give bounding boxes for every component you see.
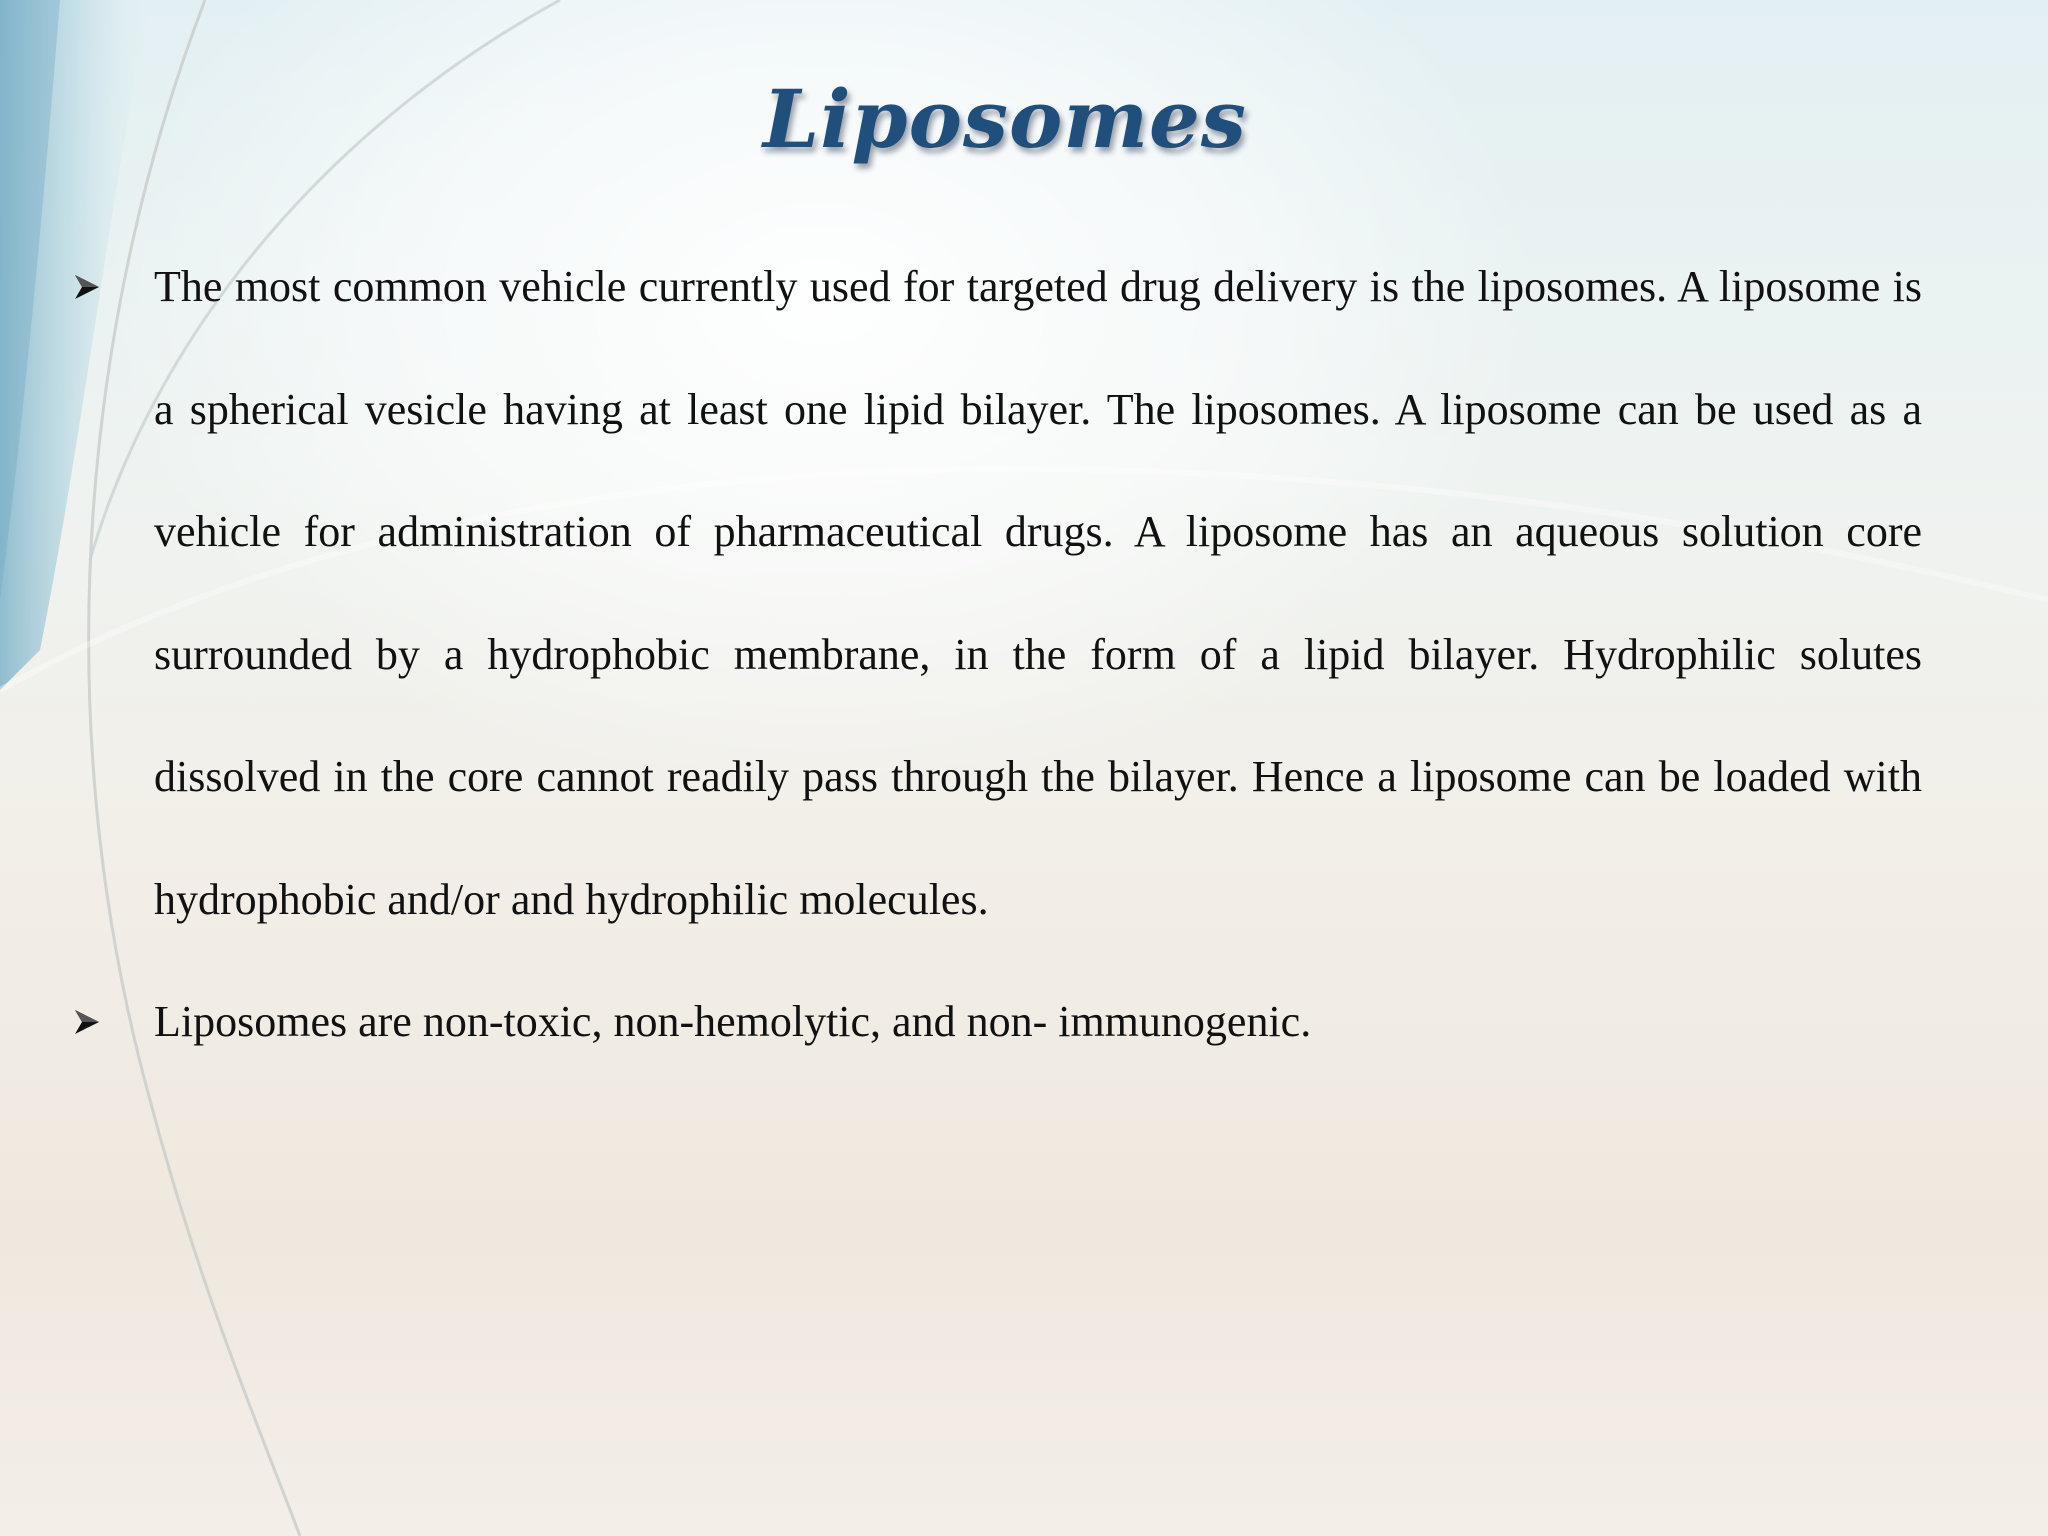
slide-title: Liposomes <box>763 72 1247 166</box>
bullet-list <box>72 226 1922 1084</box>
arrowhead-bullet-icon <box>72 961 122 1084</box>
arrowhead-bullet-icon <box>72 226 122 349</box>
bullet-item <box>72 961 1922 1084</box>
bullet-text: The most common vehicle currently used for targeted drug delivery is the liposomes. A liposome is a spherical vesicle having at least one lipid bilayer. The liposomes. A liposome can be used as a vehicle for administration of pharmaceutical drugs. A liposome has an aqueous solution core surrounded by a hydrophobic membrane, in the form of a lipid bilayer. Hydrophilic solutes dissolved in the core cannot readily pass through the bilayer. Hence a liposome can be loaded with hydrophobic and/or and hydrophilic molecules. <box>154 262 1922 924</box>
bullet-text: Liposomes are non-toxic, non-hemolytic, and non- immunogenic. <box>154 997 1312 1046</box>
bullet-item <box>72 226 1922 961</box>
